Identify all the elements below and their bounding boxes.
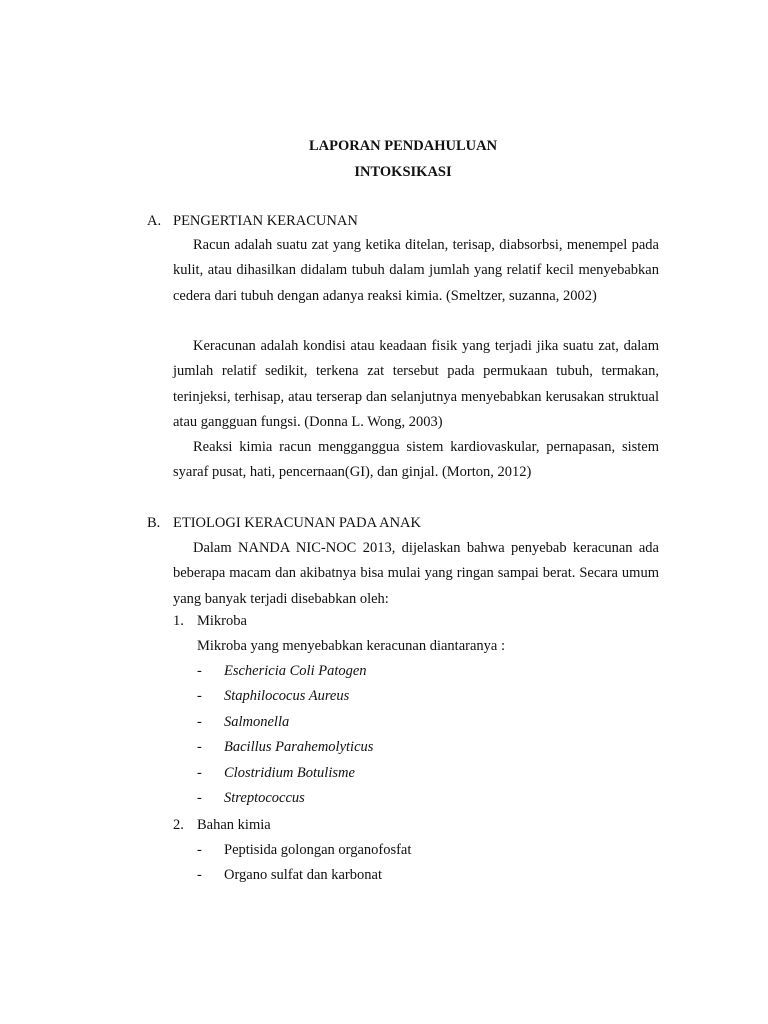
document-subtitle: INTOKSIKASI bbox=[354, 164, 452, 180]
dash-bullet: - bbox=[197, 842, 202, 858]
list-item bbox=[197, 765, 355, 782]
list-item bbox=[197, 714, 289, 731]
chemical-name: Organo sulfat dan karbonat bbox=[224, 867, 382, 883]
section-a-paragraph-2: Keracunan adalah kondisi atau keadaan fisik yang terjadi jika suatu zat, dalam jumlah relatif sedikit, terkena zat tersebut pada permukaan tubuh, termakan, terinjeksi, terhisap, atau terserap dan selanjutnya menyebabkan kerusakan struktual atau gangguan fungsi. (Donna L. Wong, 2003) bbox=[173, 338, 659, 430]
microbe-name: Clostridium Botulisme bbox=[224, 765, 355, 781]
list-item bbox=[197, 688, 349, 705]
chemical-name: Peptisida golongan organofosfat bbox=[224, 842, 412, 858]
dash-bullet: - bbox=[197, 867, 202, 883]
microbe-name: Staphilococus Aureus bbox=[224, 688, 350, 704]
list-item bbox=[197, 867, 382, 884]
section-a-letter: A. bbox=[147, 213, 162, 229]
section-a-heading bbox=[147, 213, 358, 230]
section-b-heading bbox=[147, 515, 421, 532]
document-title: LAPORAN PENDAHULUAN bbox=[308, 138, 498, 154]
dash-bullet: - bbox=[197, 714, 202, 730]
dash-bullet: - bbox=[197, 765, 202, 781]
list-item-bahan-kimia bbox=[173, 817, 271, 834]
mikroba-lead-text: Mikroba yang menyebabkan keracunan diantaranya : bbox=[197, 638, 505, 654]
section-b-paragraph: Dalam NANDA NIC-NOC 2013, dijelaskan bahwa penyebab keracunan ada beberapa macam dan akibatnya bisa mulai yang ringan sampai berat. Secara umum yang banyak terjadi disebabkan oleh: bbox=[173, 540, 659, 607]
microbe-name: Bacillus Parahemolyticus bbox=[224, 739, 374, 755]
dash-bullet: - bbox=[197, 739, 202, 755]
list-item bbox=[197, 739, 373, 756]
section-a-title: PENGERTIAN KERACUNAN bbox=[173, 213, 358, 229]
dash-bullet: - bbox=[197, 663, 202, 679]
list-number: 1. bbox=[173, 613, 184, 629]
list-item-label: Mikroba bbox=[197, 613, 247, 629]
section-b-title: ETIOLOGI KERACUNAN PADA ANAK bbox=[173, 515, 421, 531]
microbe-name: Streptococcus bbox=[224, 790, 305, 806]
list-number: 2. bbox=[173, 817, 184, 833]
section-a-paragraph-1: Racun adalah suatu zat yang ketika ditelan, terisap, diabsorbsi, menempel pada kulit, atau dihasilkan didalam tubuh dalam jumlah yang relatif kecil menyebabkan cedera dari tubuh dengan adanya reaksi kimia. (Smeltzer, suzanna, 2002) bbox=[173, 237, 659, 304]
dash-bullet: - bbox=[197, 790, 202, 806]
list-item bbox=[197, 842, 411, 859]
microbe-name: Salmonella bbox=[224, 714, 290, 730]
list-item bbox=[197, 663, 367, 680]
section-b-letter: B. bbox=[147, 515, 161, 531]
list-item bbox=[197, 790, 305, 807]
list-item-label: Bahan kimia bbox=[197, 817, 271, 833]
dash-bullet: - bbox=[197, 688, 202, 704]
section-a-paragraph-3: Reaksi kimia racun mengganggua sistem kardiovaskular, pernapasan, sistem syaraf pusat, hati, pencernaan(GI), dan ginjal. (Morton, 2012) bbox=[173, 439, 659, 481]
list-item-mikroba bbox=[173, 613, 247, 630]
microbe-name: Eschericia Coli Patogen bbox=[224, 663, 367, 679]
